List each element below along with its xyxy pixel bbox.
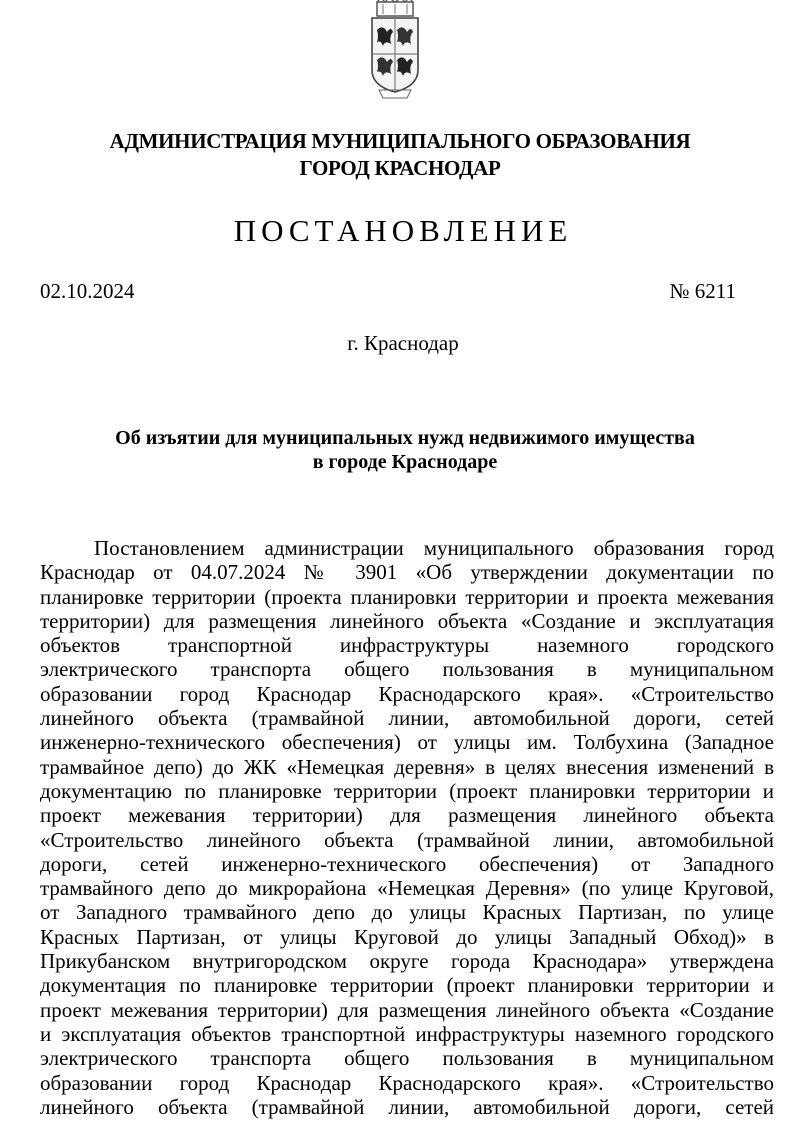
body-line: Красных Партизан, от улицы Круговой до улицы Западный Обход)» в — [40, 924, 774, 949]
document-date: 02.10.2024 — [40, 279, 135, 303]
document-title-line2: в городе Краснодаре — [312, 451, 498, 473]
authority-name-line1: АДМИНИСТРАЦИЯ МУНИЦИПАЛЬНОГО ОБРАЗОВАНИЯ — [109, 129, 691, 153]
body-line: проект межевания территории) для размещения линейного объекта «Создание — [40, 997, 774, 1022]
body-line: Постановлением администрации муниципального образования город — [94, 536, 774, 560]
body-line: линейного объекта (трамвайной линии, автомобильной дороги, сетей — [40, 706, 774, 731]
document-city: г. Краснодар — [347, 331, 459, 355]
authority-name-line2: ГОРОД КРАСНОДАР — [299, 156, 501, 180]
body-line: планировке территории (проекта планировки территории и проекта межевания — [40, 584, 774, 609]
body-line: территории) для размещения линейного объекта «Создание и эксплуатация — [40, 608, 774, 633]
document-body — [40, 536, 774, 1119]
body-line: образовании город Краснодар Краснодарского края». «Строительство — [40, 681, 774, 706]
body-line: проект межевания территории) для размещения линейного объекта — [40, 803, 774, 828]
body-line: от Западного трамвайного депо до улицы Красных Партизан, по улице — [40, 900, 774, 925]
body-line: дороги, сетей инженерно-технического обеспечения) от Западного — [40, 851, 774, 876]
document-type-heading: ПОСТАНОВЛЕНИЕ — [233, 213, 573, 248]
body-line: «Строительство линейного объекта (трамвайной линии, автомобильной — [40, 827, 774, 852]
body-line: документацию по планировке территории (проект планировки территории и — [40, 778, 774, 803]
body-line: документация по планировке территории (проект планировки территории и — [40, 973, 774, 998]
krasnodar-coat-of-arms-icon — [355, 0, 435, 100]
body-line: трамвайное депо) до ЖК «Немецкая деревня» в целях внесения изменений в — [40, 754, 774, 779]
body-line: электрического транспорта общего пользования в муниципальном — [40, 1046, 774, 1071]
body-line: объектов транспортной инфраструктуры наземного городского — [40, 633, 774, 658]
body-line: и эксплуатация объектов транспортной инфраструктуры наземного городского — [40, 1021, 774, 1046]
body-line: образовании город Краснодар Краснодарского края». «Строительство — [40, 1070, 774, 1095]
document-title-line1: Об изъятии для муниципальных нужд недвижимого имущества — [115, 427, 695, 449]
body-line: Краснодар от 04.07.2024 № 3901 «Об утверждении документации по — [40, 560, 774, 585]
body-line: электрического транспорта общего пользования в муниципальном — [40, 657, 774, 682]
body-line: линейного объекта (трамвайной линии, автомобильной дороги, сетей — [40, 1094, 774, 1119]
body-line: Прикубанском внутригородском округе города Краснодара» утверждена — [40, 949, 774, 974]
document-number: № 6211 — [669, 279, 736, 303]
body-line: инженерно-технического обеспечения) от улицы им. Толбухина (Западное — [40, 730, 774, 755]
body-line: трамвайного депо до микрорайона «Немецкая Деревня» (по улице Круговой, — [40, 876, 774, 901]
